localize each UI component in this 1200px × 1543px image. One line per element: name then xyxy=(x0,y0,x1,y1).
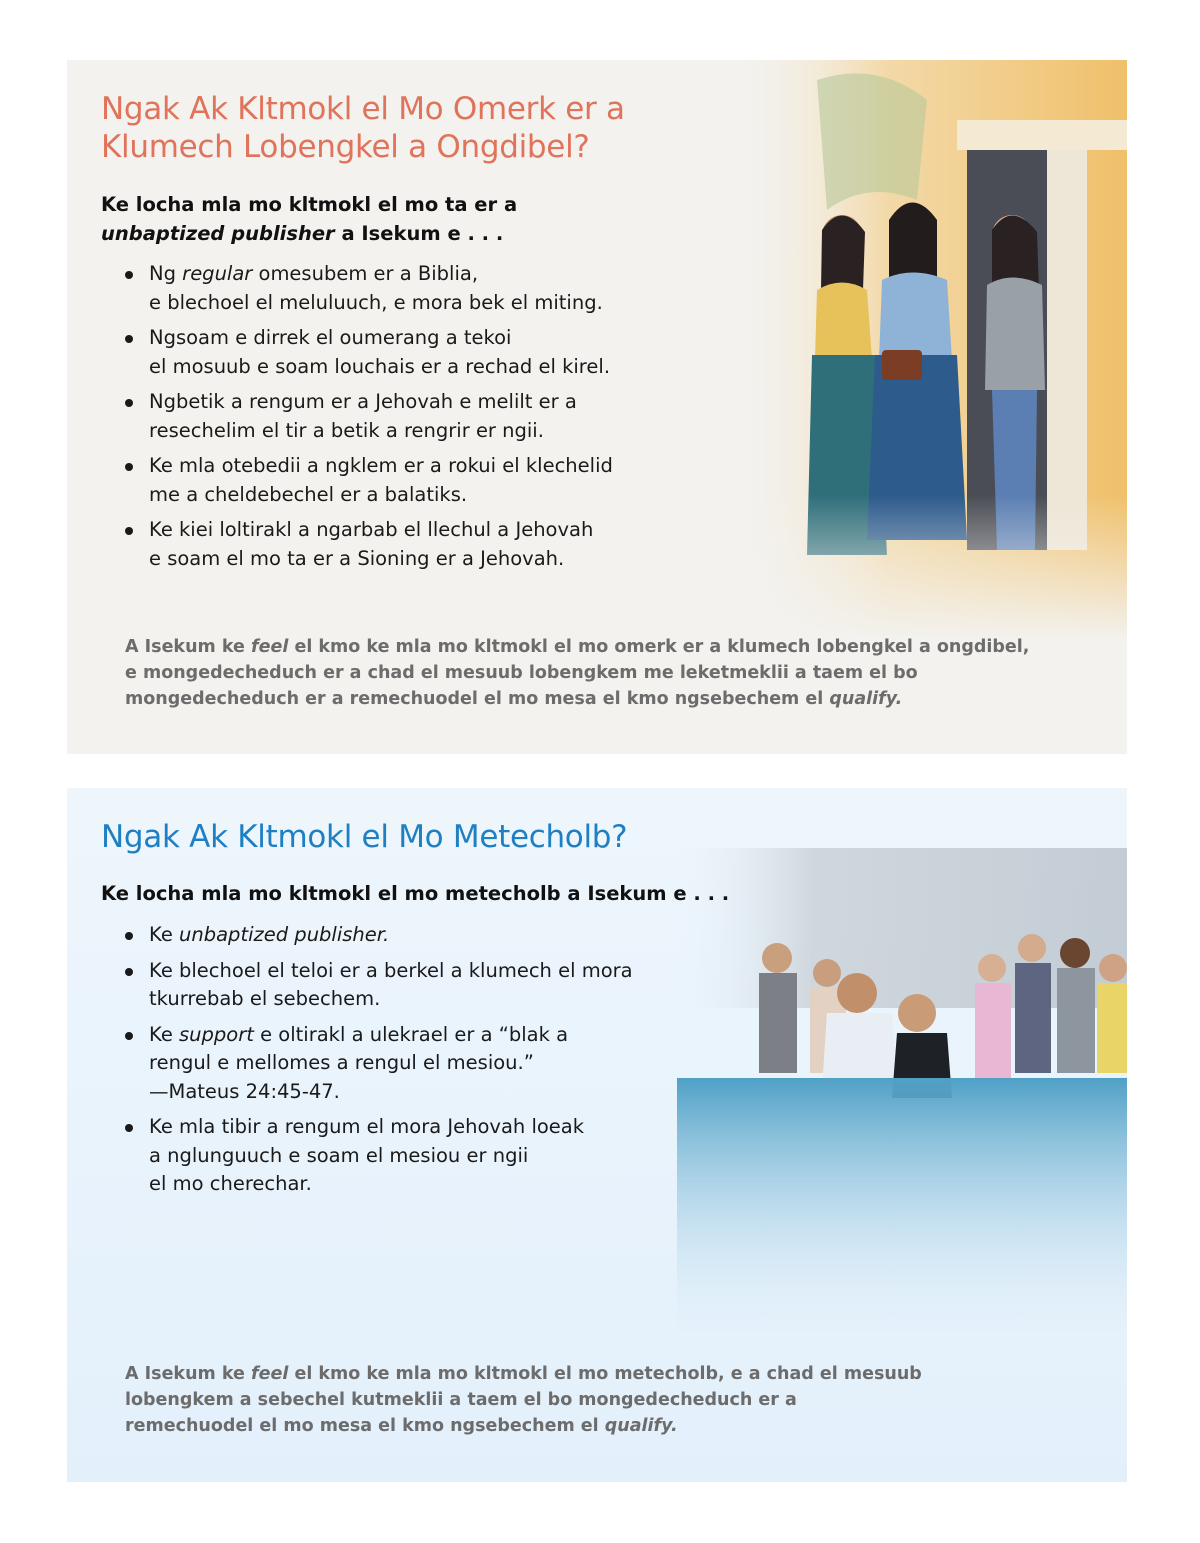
text-segment: Ke kiei loltirakl a ngarbab el llechul a Jehovah xyxy=(149,518,594,541)
text-line xyxy=(149,1049,633,1078)
list-item xyxy=(123,1021,633,1107)
list-item xyxy=(123,516,613,573)
lead-text xyxy=(101,190,517,248)
text-segment: omesubem er a Biblia, xyxy=(252,262,479,285)
text-line xyxy=(149,1170,633,1199)
text-segment: a nglunguuch e soam el mesiou er ngii xyxy=(149,1143,529,1167)
text-line xyxy=(149,452,613,481)
text-line xyxy=(149,1113,633,1142)
italic-term: unbaptized publisher xyxy=(101,222,335,245)
list-item xyxy=(123,388,613,445)
section-ministry-school xyxy=(67,60,1127,754)
section-title: Ngak Ak Kltmokl el Mo Metecholb? xyxy=(101,819,628,855)
italic-term: feel xyxy=(251,637,289,657)
section-baptism xyxy=(67,788,1127,1482)
text-line xyxy=(101,190,517,219)
text-line xyxy=(125,1413,922,1439)
text-segment: Ke locha mla mo kltmokl el mo ta er a xyxy=(101,193,518,216)
text-segment: e blechoel el meluluuch, e mora bek el miting. xyxy=(149,290,603,314)
lead-text xyxy=(101,879,729,908)
text-segment: me a cheldebechel er a balatiks. xyxy=(149,482,468,506)
text-segment: el mo cherechar. xyxy=(149,1172,312,1195)
list-item xyxy=(123,1113,633,1199)
text-segment: Ngsoam e dirrek el oumerang a tekoi xyxy=(149,326,512,349)
text-segment: Ke xyxy=(149,923,180,946)
text-line xyxy=(149,957,633,986)
text-segment: e mongedecheduch er a chad el mesuub lobengkem me leketmeklii a taem el bo xyxy=(125,663,918,683)
section-title: Ngak Ak Kltmokl el Mo Omerk er a Klumech Lobengkel a Ongdibel? xyxy=(101,91,625,165)
text-line xyxy=(149,985,633,1014)
text-segment: Ke mla otebedii a ngklem er a rokui el klechelid xyxy=(149,454,613,477)
text-segment: Ke xyxy=(149,1022,180,1046)
footnote xyxy=(125,634,1029,712)
text-segment: e oltirakl a ulekrael er a “blak a xyxy=(253,1022,569,1046)
text-line xyxy=(149,516,613,545)
text-line xyxy=(125,660,1029,686)
text-line xyxy=(125,1387,922,1413)
text-line xyxy=(149,1142,633,1171)
text-line xyxy=(149,289,613,318)
text-line xyxy=(149,545,613,574)
text-segment: mongedecheduch er a remechuodel el mo mesa el kmo ngsebechem el xyxy=(125,689,830,709)
italic-term: qualify. xyxy=(829,689,903,709)
text-segment: Ke blechoel el teloi er a berkel a klumech el mora xyxy=(149,958,633,982)
text-line xyxy=(149,353,613,382)
text-segment: remechuodel el mo mesa el kmo ngsebechem el xyxy=(125,1416,605,1436)
text-line xyxy=(101,219,517,248)
text-segment: el kmo ke mla mo kltmokl el mo omerk er a klumech lobengkel a ongdibel, xyxy=(288,637,1030,657)
illustration-baptism xyxy=(677,788,1127,1348)
text-line xyxy=(149,1078,633,1107)
text-line xyxy=(101,879,729,908)
requirements-list xyxy=(123,260,613,580)
text-line xyxy=(149,417,613,446)
text-line xyxy=(149,1021,633,1050)
text-line xyxy=(149,260,613,289)
list-item xyxy=(123,452,613,509)
text-line xyxy=(149,481,613,510)
text-line xyxy=(125,634,1029,660)
italic-term: qualify. xyxy=(604,1416,678,1436)
text-segment: a Isekum e . . . xyxy=(334,222,504,245)
text-segment: Ke locha mla mo kltmokl el mo metecholb a Isekum e . . . xyxy=(101,882,730,905)
footnote xyxy=(125,1361,922,1439)
italic-term: unbaptized publisher. xyxy=(179,923,390,946)
list-item xyxy=(123,324,613,381)
text-segment: rengul e mellomes a rengul el mesiou.” xyxy=(149,1051,534,1074)
text-segment: Ng xyxy=(149,262,183,285)
text-segment: el kmo ke mla mo kltmokl el mo metecholb, e a chad el mesuub xyxy=(288,1364,922,1384)
requirements-list xyxy=(123,921,633,1206)
text-segment: e soam el mo ta er a Sioning er a Jehovah. xyxy=(149,546,565,570)
italic-term: regular xyxy=(182,262,253,285)
text-line xyxy=(149,324,613,353)
italic-term: feel xyxy=(251,1364,289,1384)
text-segment: A Isekum ke xyxy=(125,637,251,657)
text-segment: Ngbetik a rengum er a Jehovah e melilt er a xyxy=(149,390,577,413)
text-line xyxy=(125,686,1029,712)
text-line xyxy=(125,1361,922,1387)
list-item xyxy=(123,921,633,950)
list-item xyxy=(123,260,613,317)
illustration-three-women-at-door xyxy=(667,60,1127,640)
text-line xyxy=(149,921,633,950)
text-segment: tkurrebab el sebechem. xyxy=(149,987,381,1010)
text-segment: lobengkem a sebechel kutmeklii a taem el bo mongedecheduch er a xyxy=(125,1390,797,1410)
text-segment: —Mateus 24:45-47. xyxy=(149,1079,340,1103)
list-item xyxy=(123,957,633,1014)
text-segment: A Isekum ke xyxy=(125,1364,251,1384)
italic-term: support xyxy=(179,1022,254,1046)
text-segment: Ke mla tibir a rengum el mora Jehovah loeak xyxy=(149,1115,585,1138)
text-segment: el mosuub e soam louchais er a rechad el kirel. xyxy=(149,354,611,378)
text-line xyxy=(149,388,613,417)
text-segment: resechelim el tir a betik a rengrir er ngii. xyxy=(149,418,544,442)
